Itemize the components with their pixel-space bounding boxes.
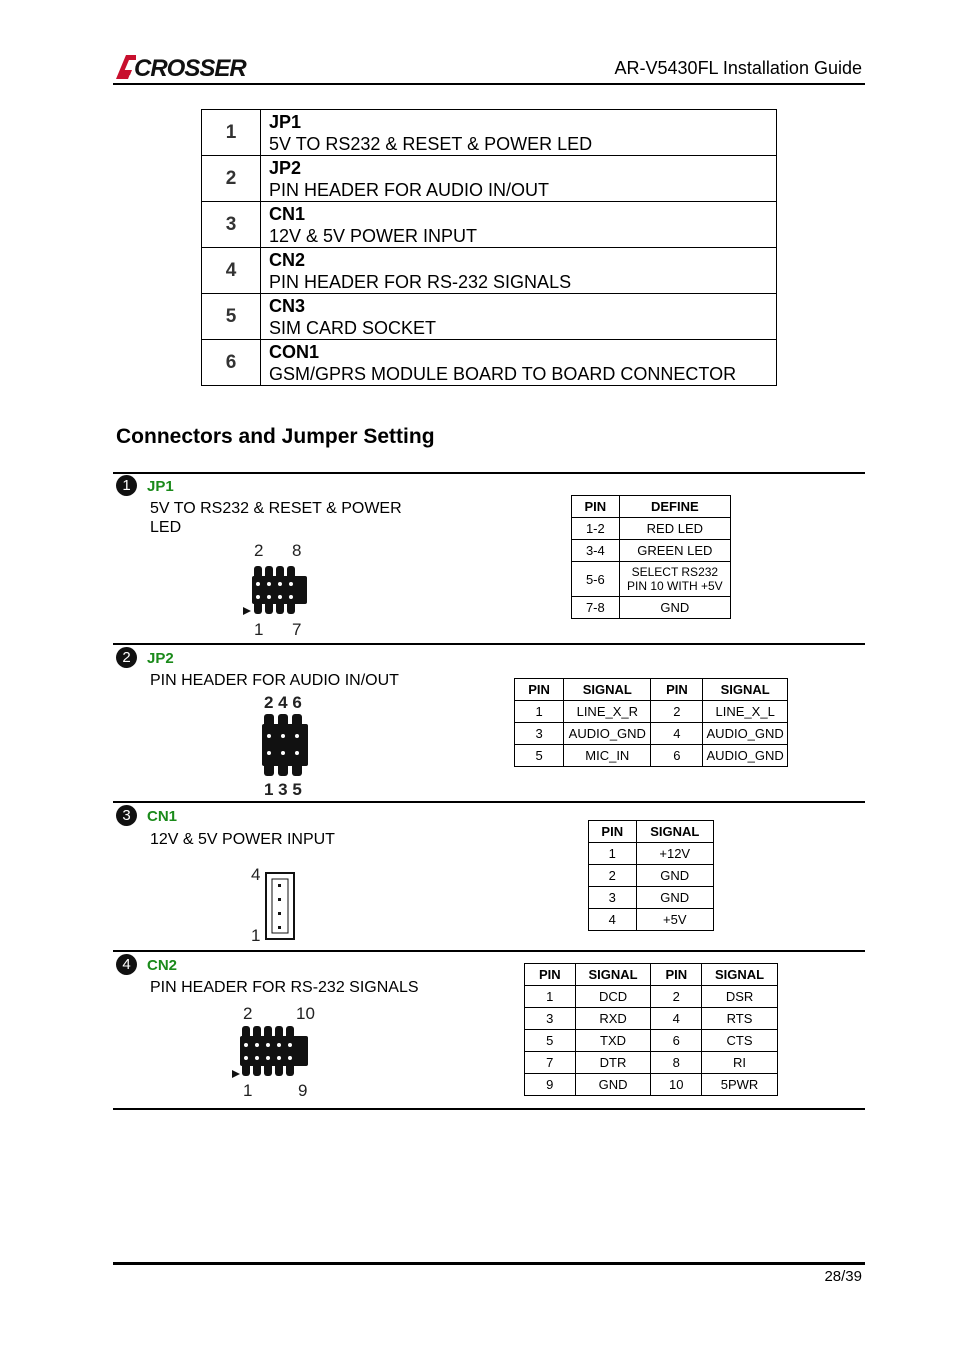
jp2-table-cell: LINE_X_L (703, 701, 788, 723)
cn1-table-cell: 2 (589, 865, 637, 887)
cn2-table-cell: DCD (575, 986, 651, 1008)
jp1-table-row (572, 597, 731, 619)
jp1-table-cell: RED LED (619, 518, 730, 540)
summary-text (261, 340, 777, 386)
cn2-table-cell: 5 (525, 1030, 576, 1052)
cn2-table-header: SIGNAL (575, 964, 651, 986)
jp1-pin-header-diagram (240, 540, 320, 638)
cn2-pin-table (524, 963, 778, 1096)
summary-text (261, 294, 777, 340)
summary-text (261, 202, 777, 248)
summary-text (261, 248, 777, 294)
summary-code: CON1 (269, 342, 320, 362)
jp2-code: JP2 (147, 650, 174, 667)
summary-code: CN1 (269, 204, 306, 224)
jp2-table-row (515, 745, 788, 767)
summary-row (202, 156, 777, 202)
jp2-table-cell: AUDIO_GND (703, 745, 788, 767)
cn1-table-header: SIGNAL (636, 821, 714, 843)
cn2-table-cell: DSR (702, 986, 778, 1008)
cn2-table-cell: 4 (651, 1008, 702, 1030)
jp1-table-cell: GREEN LED (619, 540, 730, 562)
jp1-description: 5V TO RS232 & RESET & POWER LED (150, 500, 402, 536)
jp2-table-row (515, 723, 788, 745)
jp1-label-top-left: 2 (254, 541, 264, 560)
jp1-table-cell: 1-2 (572, 518, 620, 540)
cn2-table-cell: 5PWR (702, 1074, 778, 1096)
cn1-code: CN1 (147, 808, 178, 825)
section-divider (113, 472, 865, 474)
cn1-label-bottom: 1 (251, 926, 261, 945)
jp1-table-cell: 3-4 (572, 540, 620, 562)
summary-row (202, 110, 777, 156)
cn1-table-cell: 4 (589, 909, 637, 931)
cn2-table-cell: 10 (651, 1074, 702, 1096)
jp1-table-row (572, 518, 731, 540)
section-badge-cn2: 4 (116, 954, 137, 975)
section-badge-cn1: 3 (116, 805, 137, 826)
jp2-table-cell: 1 (515, 701, 564, 723)
summary-number: 6 (202, 340, 261, 386)
cn1-label-top: 4 (251, 865, 261, 884)
cn2-table-cell: 3 (525, 1008, 576, 1030)
cn2-code: CN2 (147, 957, 178, 974)
section-badge-jp2: 2 (116, 647, 137, 668)
jp2-table-cell: AUDIO_GND (564, 723, 651, 745)
jp2-table-cell: 6 (651, 745, 703, 767)
section-divider (113, 801, 865, 803)
jp2-table-header: SIGNAL (703, 679, 788, 701)
cn1-table-cell: GND (636, 865, 714, 887)
jp2-table-header: SIGNAL (564, 679, 651, 701)
jp2-table-cell: 4 (651, 723, 703, 745)
summary-description: SIM CARD SOCKET (269, 318, 437, 338)
cn2-table-row (525, 1008, 778, 1030)
cn2-pin-header-diagram (230, 1002, 320, 1100)
cn2-table-header: SIGNAL (702, 964, 778, 986)
jp1-table-cell: GND (619, 597, 730, 619)
summary-description: 5V TO RS232 & RESET & POWER LED (269, 134, 593, 154)
cn1-table-row (589, 865, 714, 887)
summary-code: CN3 (269, 296, 306, 316)
cn2-label-bottom-left: 1 (243, 1081, 253, 1100)
jp1-label-top-right: 8 (292, 541, 302, 560)
jp2-table-cell: 2 (651, 701, 703, 723)
summary-description: PIN HEADER FOR RS-232 SIGNALS (269, 272, 572, 292)
cn2-table-cell: 6 (651, 1030, 702, 1052)
cn2-table-header: PIN (651, 964, 702, 986)
cn2-table-cell: 7 (525, 1052, 576, 1074)
summary-description: PIN HEADER FOR AUDIO IN/OUT (269, 180, 550, 200)
summary-text (261, 110, 777, 156)
section-divider (113, 643, 865, 645)
jp2-pin-table (514, 678, 788, 767)
cn1-table-cell: +12V (636, 843, 714, 865)
summary-code: CN2 (269, 250, 306, 270)
cn1-connector-diagram (248, 862, 308, 944)
header-rule (113, 83, 865, 85)
jp2-description: PIN HEADER FOR AUDIO IN/OUT (150, 672, 399, 689)
cn2-table-cell: 2 (651, 986, 702, 1008)
cn2-table-cell: RI (702, 1052, 778, 1074)
summary-number: 5 (202, 294, 261, 340)
cn2-label-top-right: 10 (296, 1004, 315, 1023)
jp2-table-cell: 3 (515, 723, 564, 745)
cn2-table-cell: GND (575, 1074, 651, 1096)
jp2-table-header: PIN (515, 679, 564, 701)
cn2-table-row (525, 1030, 778, 1052)
jp2-table-cell: MIC_IN (564, 745, 651, 767)
connector-summary-table (201, 109, 777, 386)
section-title: Connectors and Jumper Setting (116, 425, 435, 448)
jp1-label-bottom-right: 7 (292, 620, 302, 639)
cn1-table-cell: 1 (589, 843, 637, 865)
cn2-table-header: PIN (525, 964, 576, 986)
cn2-table-row (525, 986, 778, 1008)
acrosser-logo (114, 53, 270, 81)
summary-description: GSM/GPRS MODULE BOARD TO BOARD CONNECTOR (269, 364, 737, 384)
jp2-label-bottom: 1 3 5 (264, 780, 302, 799)
section-badge-jp1: 1 (116, 475, 137, 496)
cn1-description: 12V & 5V POWER INPUT (150, 831, 335, 848)
section-divider (113, 1108, 865, 1110)
cn2-table-cell: RXD (575, 1008, 651, 1030)
summary-number: 1 (202, 110, 261, 156)
svg-text:CROSSER: CROSSER (134, 55, 246, 81)
jp1-table-cell: SELECT RS232 PIN 10 WITH +5V (619, 562, 730, 597)
jp1-code: JP1 (147, 478, 174, 495)
cn2-table-row (525, 1052, 778, 1074)
cn2-table-cell: TXD (575, 1030, 651, 1052)
summary-description: 12V & 5V POWER INPUT (269, 226, 478, 246)
jp1-table-row (572, 562, 731, 597)
page-number: 28/39 (824, 1268, 862, 1285)
cn1-table-row (589, 843, 714, 865)
summary-code: JP2 (269, 158, 302, 178)
cn1-table-header: PIN (589, 821, 637, 843)
cn1-table-cell: +5V (636, 909, 714, 931)
summary-number: 3 (202, 202, 261, 248)
document-title: AR-V5430FL Installation Guide (614, 58, 862, 78)
summary-row (202, 340, 777, 386)
cn1-table-row (589, 887, 714, 909)
cn1-table-cell: 3 (589, 887, 637, 909)
summary-text (261, 156, 777, 202)
cn2-table-row (525, 1074, 778, 1096)
cn2-label-bottom-right: 9 (298, 1081, 308, 1100)
jp2-table-header: PIN (651, 679, 703, 701)
summary-number: 2 (202, 156, 261, 202)
cn2-table-cell: 1 (525, 986, 576, 1008)
cn1-pin-table (588, 820, 714, 931)
cn1-table-row (589, 909, 714, 931)
summary-row (202, 294, 777, 340)
jp1-label-bottom-left: 1 (254, 620, 264, 639)
summary-code: JP1 (269, 112, 302, 132)
cn2-table-cell: 9 (525, 1074, 576, 1096)
cn2-description: PIN HEADER FOR RS-232 SIGNALS (150, 979, 419, 996)
jp2-table-row (515, 701, 788, 723)
cn2-table-cell: 8 (651, 1052, 702, 1074)
jp1-table-header: DEFINE (619, 496, 730, 518)
jp2-pin-header-diagram (258, 690, 318, 798)
cn2-table-cell: DTR (575, 1052, 651, 1074)
summary-row (202, 202, 777, 248)
cn2-label-top-left: 2 (243, 1004, 253, 1023)
summary-row (202, 248, 777, 294)
jp1-table-cell: 5-6 (572, 562, 620, 597)
section-divider (113, 950, 865, 952)
cn2-table-cell: RTS (702, 1008, 778, 1030)
jp2-label-top: 2 4 6 (264, 693, 302, 712)
jp2-table-cell: 5 (515, 745, 564, 767)
jp1-table-cell: 7-8 (572, 597, 620, 619)
jp1-table-row (572, 540, 731, 562)
jp2-table-cell: LINE_X_R (564, 701, 651, 723)
cn1-table-cell: GND (636, 887, 714, 909)
summary-number: 4 (202, 248, 261, 294)
jp1-pin-table (571, 495, 731, 619)
jp2-table-cell: AUDIO_GND (703, 723, 788, 745)
jp1-table-header: PIN (572, 496, 620, 518)
footer-rule (113, 1262, 865, 1265)
cn2-table-cell: CTS (702, 1030, 778, 1052)
